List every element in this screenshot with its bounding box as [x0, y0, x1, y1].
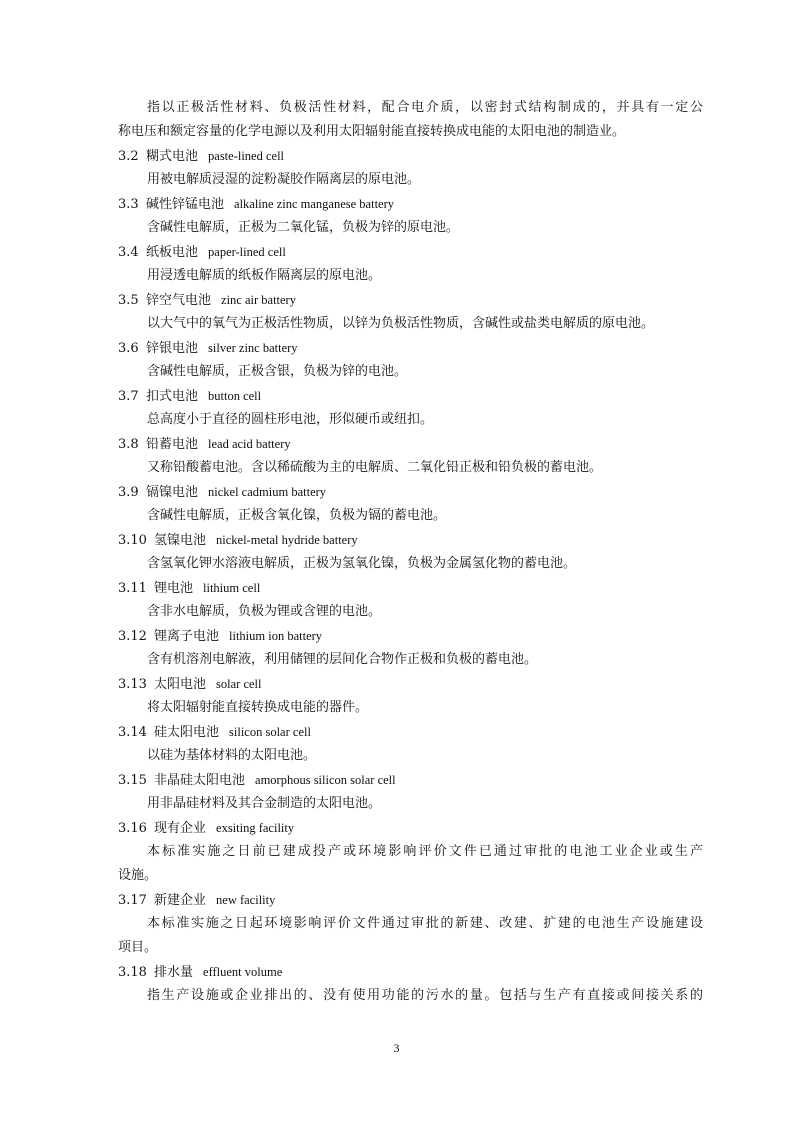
entry-english: new facility: [216, 893, 276, 907]
entry-english: lithium ion battery: [229, 629, 323, 643]
entry-english: solar cell: [216, 677, 262, 691]
entry-definition-3-17-line-2: 项目。: [118, 940, 158, 955]
entry-definition-3-14: 以硅为基体材料的太阳电池。: [147, 748, 317, 763]
entry-definition-3-4: 用浸透电解质的纸板作隔离层的原电池。: [147, 268, 382, 283]
entry-heading-3-2: [118, 144, 678, 168]
entry-number: 3.15: [118, 773, 147, 788]
entry-number: 3.8: [118, 437, 139, 452]
entry-term: 碱性锌锰电池: [146, 197, 225, 212]
entry-definition-3-16-line-2: 设施。: [118, 868, 158, 883]
entry-term: 锂电池: [154, 581, 194, 596]
entry-definition-3-17-line-1: 本标准实施之日起环境影响评价文件通过审批的新建、改建、扩建的电池生产设施建设: [147, 916, 703, 931]
entry-heading-3-12: [118, 624, 678, 648]
entry-number: 3.16: [118, 821, 147, 836]
entry-heading-3-14: [118, 720, 678, 744]
entry-number: 3.5: [118, 293, 139, 308]
entry-definition-3-11: 含非水电解质，负极为锂或含锂的电池。: [147, 604, 382, 619]
entry-definition-3-13: 将太阳辐射能直接转换成电能的器件。: [147, 700, 369, 715]
entry-number: 3.17: [118, 893, 147, 908]
entry-definition-3-3: 含碱性电解质，正极为二氧化锰，负极为锌的原电池。: [147, 220, 460, 235]
entry-term: 铅蓄电池: [146, 437, 199, 452]
entry-english: exsiting facility: [216, 821, 295, 835]
entry-term: 新建企业: [154, 893, 207, 908]
entry-heading-3-4: [118, 240, 678, 264]
entry-heading-3-9: [118, 480, 678, 504]
page-number: 3: [393, 1041, 400, 1055]
entry-term: 排水量: [154, 965, 194, 980]
entry-english: silicon solar cell: [229, 725, 311, 739]
entry-english: paste-lined cell: [208, 149, 285, 163]
entry-heading-3-5: [118, 288, 678, 312]
entry-term: 扣式电池: [146, 389, 199, 404]
entry-english: silver zinc battery: [208, 341, 298, 355]
entry-heading-3-15: [118, 768, 678, 792]
entry-definition-3-16-line-1: 本标准实施之日前已建成投产或环境影响评价文件已通过审批的电池工业企业或生产: [147, 844, 703, 859]
entry-definition-3-15: 用非晶硅材料及其合金制造的太阳电池。: [147, 796, 382, 811]
intro-line-2: 称电压和额定容量的化学电源以及利用太阳辐射能直接转换成电能的太阳电池的制造业。: [118, 124, 626, 139]
entry-number: 3.2: [118, 149, 139, 164]
entry-number: 3.18: [118, 965, 147, 980]
entry-term: 太阳电池: [154, 677, 207, 692]
entry-definition-3-2: 用被电解质浸湿的淀粉凝胶作隔离层的原电池。: [147, 172, 421, 187]
entry-definition-3-12: 含有机溶剂电解液，利用储锂的层间化合物作正极和负极的蓄电池。: [147, 652, 538, 667]
entry-definition-3-7: 总高度小于直径的圆柱形电池，形似硬币或纽扣。: [147, 412, 434, 427]
entry-heading-3-8: [118, 432, 678, 456]
entry-english: amorphous silicon solar cell: [255, 773, 396, 787]
entry-term: 硅太阳电池: [154, 725, 220, 740]
entry-term: 现有企业: [154, 821, 207, 836]
entry-number: 3.6: [118, 341, 139, 356]
entry-definition-3-18: 指生产设施或企业排出的、没有使用功能的污水的量。包括与生产有直接或间接关系的: [147, 988, 703, 1003]
entry-heading-3-10: [118, 528, 678, 552]
entry-english: paper-lined cell: [208, 245, 286, 259]
entry-heading-3-16: [118, 816, 678, 840]
entry-definition-3-8: 又称铅酸蓄电池。含以稀硫酸为主的电解质、二氧化铅正极和铅负极的蓄电池。: [147, 460, 603, 475]
entry-term: 纸板电池: [146, 245, 199, 260]
entry-term: 氢镍电池: [154, 533, 207, 548]
entry-term: 锂离子电池: [154, 629, 220, 644]
entry-heading-3-6: [118, 336, 678, 360]
entry-number: 3.9: [118, 485, 139, 500]
entry-term: 锌空气电池: [146, 293, 212, 308]
entry-number: 3.7: [118, 389, 139, 404]
entry-heading-3-3: [118, 192, 678, 216]
entry-number: 3.10: [118, 533, 147, 548]
entry-number: 3.4: [118, 245, 139, 260]
entry-english: lithium cell: [203, 581, 261, 595]
entry-number: 3.14: [118, 725, 147, 740]
entry-definition-3-5: 以大气中的氧气为正极活性物质，以锌为负极活性物质，含碱性或盐类电解质的原电池。: [147, 316, 655, 331]
entry-term: 镉镍电池: [146, 485, 199, 500]
entry-heading-3-13: [118, 672, 678, 696]
entry-english: button cell: [208, 389, 262, 403]
entry-english: zinc air battery: [221, 293, 296, 307]
entry-heading-3-7: [118, 384, 678, 408]
entry-term: 锌银电池: [146, 341, 199, 356]
entry-heading-3-18: [118, 960, 678, 984]
entry-heading-3-11: [118, 576, 678, 600]
entry-english: nickel cadmium battery: [208, 485, 327, 499]
intro-line-1: 指以正极活性材料、负极活性材料，配合电介质，以密封式结构制成的，并具有一定公: [147, 100, 703, 115]
entry-english: effluent volume: [203, 965, 283, 979]
entry-english: lead acid battery: [208, 437, 291, 451]
entry-definition-3-10: 含氢氧化钾水溶液电解质，正极为氢氧化镍，负极为金属氢化物的蓄电池。: [147, 556, 577, 571]
entry-term: 非晶硅太阳电池: [154, 773, 246, 788]
entry-number: 3.11: [118, 581, 147, 596]
entry-definition-3-6: 含碱性电解质，正极含银，负极为锌的电池。: [147, 364, 408, 379]
entry-english: nickel-metal hydride battery: [216, 533, 358, 547]
entry-english: alkaline zinc manganese battery: [234, 197, 395, 211]
entry-heading-3-17: [118, 888, 678, 912]
entry-number: 3.3: [118, 197, 139, 212]
entry-number: 3.13: [118, 677, 147, 692]
entry-definition-3-9: 含碱性电解质，正极含氧化镍，负极为镉的蓄电池。: [147, 508, 447, 523]
entry-term: 糊式电池: [146, 149, 199, 164]
entry-number: 3.12: [118, 629, 147, 644]
